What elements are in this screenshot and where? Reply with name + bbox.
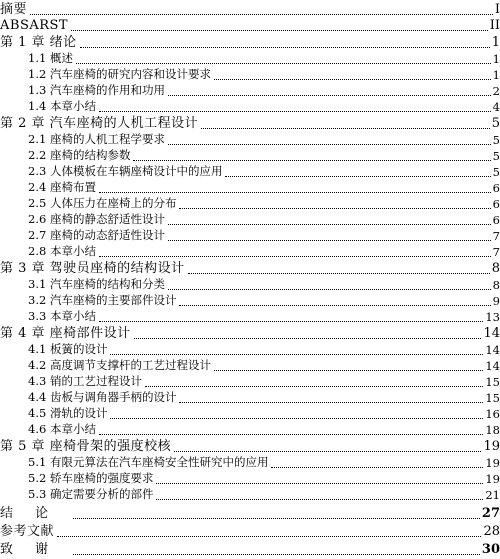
toc-entry (0, 211, 500, 227)
toc-entry-label: 5.2 轿车座椅的强度要求 (28, 471, 154, 485)
toc-entry-page: 5 (492, 165, 500, 179)
toc-entry-label: 4.4 齿板与调角器手柄的设计 (28, 390, 177, 404)
toc-entry-label: 2.5 人体压力在座椅上的分布 (28, 196, 177, 210)
toc-entry-page: 13 (485, 310, 500, 324)
toc-entry-label: 1.3 汽车座椅的作用和功用 (28, 83, 165, 97)
toc-entry-page: 18 (485, 423, 500, 437)
toc-entry-page: 28 (483, 524, 500, 539)
toc-entry-label: 2.7 座椅的动态舒适性设计 (28, 228, 165, 242)
toc-entry-label: ABSARST (0, 18, 69, 33)
toc-entry-page: 6 (492, 197, 500, 211)
toc-entry (0, 131, 500, 147)
toc-leader-dots (145, 386, 483, 387)
toc-entry (0, 324, 500, 341)
toc-entry (0, 147, 500, 163)
toc-entry (0, 82, 500, 98)
toc-leader-dots (179, 305, 490, 306)
toc-leader-dots (179, 402, 483, 403)
toc-leader-dots (271, 467, 483, 468)
toc-entry-label: 第 4 章 座椅部件设计 (0, 326, 131, 341)
toc-entry (0, 0, 500, 17)
toc-entry-label: 1.1 概述 (28, 51, 73, 65)
toc-entry-page: 1 (491, 35, 500, 50)
toc-entry-label: 5.1 有限元算法在汽车座椅安全性研究中的应用 (28, 455, 269, 469)
toc-entry-label: 2.3 人体模板在车辆座椅设计中的应用 (28, 164, 223, 178)
toc-entry-page: 16 (485, 407, 500, 421)
toc-entry-label: 2.6 座椅的静态舒适性设计 (28, 212, 165, 226)
toc-leader-dots (133, 160, 490, 161)
toc-entry-page: 5 (492, 149, 500, 163)
toc-entry (0, 114, 500, 131)
toc-entry-label: 3.2 汽车座椅的主要部件设计 (28, 293, 177, 307)
toc-entry-page: 14 (483, 326, 500, 341)
toc-entry-label: 参考文献 (0, 524, 55, 539)
toc-entry-label: 2.2 座椅的结构参数 (28, 148, 131, 162)
toc-entry-page: 5 (492, 133, 500, 147)
toc-leader-dots (73, 554, 480, 555)
toc-entry-label: 1.2 汽车座椅的研究内容和设计要求 (28, 67, 211, 81)
toc-leader-dots (30, 14, 493, 15)
toc-entry-page: 1 (492, 52, 500, 66)
toc-entry (0, 341, 500, 357)
toc-leader-dots (201, 128, 490, 129)
toc-entry-page: 15 (485, 391, 500, 405)
toc-leader-dots (57, 536, 481, 537)
toc-leader-dots (99, 192, 491, 193)
toc-entry-label: 致谢 (0, 542, 71, 557)
toc-entry-page: I (494, 2, 500, 17)
toc-entry-page: 2 (492, 84, 500, 98)
toc-entry-page: 9 (492, 294, 500, 308)
toc-entry-page: 21 (485, 488, 500, 502)
toc-entry (0, 389, 500, 405)
toc-entry-label: 4.1 板簧的设计 (28, 342, 108, 356)
toc-entry-label: 3.3 本章小结 (28, 309, 96, 323)
toc-leader-dots (179, 208, 490, 209)
toc-entry-page: 8 (491, 261, 500, 276)
toc-entry-label: 4.5 滑轨的设计 (28, 406, 108, 420)
toc-entry-page: 15 (485, 375, 500, 389)
toc-entry-page: 19 (485, 456, 500, 470)
toc-entry-label: 2.8 本章小结 (28, 244, 96, 258)
toc-entry (0, 373, 500, 389)
toc-entry (0, 486, 500, 502)
toc-leader-dots (99, 321, 483, 322)
toc-leader-dots (168, 144, 491, 145)
toc-entry-page: 19 (485, 472, 500, 486)
toc-leader-dots (80, 47, 490, 48)
toc-entry-label: 第 3 章 驾驶员座椅的结构设计 (0, 261, 185, 276)
toc-entry (0, 50, 500, 66)
toc-entry-page: 5 (491, 116, 500, 131)
toc-entry (0, 504, 500, 521)
toc-leader-dots (156, 499, 483, 500)
toc-entry (0, 33, 500, 50)
toc-leader-dots (110, 418, 483, 419)
toc-leader-dots (73, 518, 480, 519)
toc-leader-dots (168, 224, 491, 225)
toc-entry (0, 259, 500, 276)
toc-entry (0, 540, 500, 557)
toc-leader-dots (134, 338, 482, 339)
toc-entry (0, 454, 500, 470)
toc-leader-dots (214, 79, 491, 80)
toc-entry-label: 3.1 汽车座椅的结构和分类 (28, 277, 165, 291)
toc-leader-dots (174, 451, 481, 452)
toc-entry-page: II (489, 18, 500, 33)
toc-entry (0, 437, 500, 454)
toc-entry-page: 8 (492, 278, 500, 292)
toc-entry-page: 7 (492, 245, 500, 259)
toc-leader-dots (76, 63, 491, 64)
toc-entry-page: 1 (492, 68, 500, 82)
toc-leader-dots (214, 370, 483, 371)
toc-entry (0, 179, 500, 195)
toc-entry (0, 195, 500, 211)
toc-entry-page: 6 (492, 181, 500, 195)
toc-entry-page: 6 (492, 213, 500, 227)
toc-entry (0, 357, 500, 373)
toc-entry-label: 4.3 销的工艺过程设计 (28, 374, 142, 388)
toc-entry-label: 第 5 章 座椅骨架的强度校核 (0, 439, 172, 454)
toc-leader-dots (110, 354, 483, 355)
toc-entry-label: 第 2 章 汽车座椅的人机工程设计 (0, 116, 199, 131)
toc-entry-page: 4 (492, 100, 500, 114)
toc-entry (0, 276, 500, 292)
toc-entry (0, 405, 500, 421)
toc-entry-label: 第 1 章 绪论 (0, 35, 77, 50)
toc-leader-dots (168, 240, 491, 241)
toc-entry-page: 14 (485, 359, 500, 373)
toc-leader-dots (156, 483, 483, 484)
toc-entry (0, 292, 500, 308)
toc-entry (0, 66, 500, 82)
toc-entry (0, 522, 500, 539)
toc-leader-dots (168, 95, 491, 96)
toc-entry-page: 30 (481, 542, 500, 557)
toc-leader-dots (225, 176, 490, 177)
toc-entry-page: 19 (483, 439, 500, 454)
toc-leader-dots (71, 30, 488, 31)
toc-leader-dots (168, 289, 491, 290)
toc-entry-page: 14 (485, 343, 500, 357)
toc-entry-label: 1.4 本章小结 (28, 99, 96, 113)
toc-entry-label: 4.2 高度调节支撑杆的工艺过程设计 (28, 358, 211, 372)
toc-entry (0, 227, 500, 243)
toc-entry-label: 摘要 (0, 2, 28, 17)
toc-entry-page: 7 (492, 229, 500, 243)
toc-entry (0, 470, 500, 486)
toc-leader-dots (188, 273, 490, 274)
toc-entry (0, 163, 500, 179)
toc-entry-label: 5.3 确定需要分析的部件 (28, 487, 154, 501)
toc-entry-label: 2.1 座椅的人机工程学要求 (28, 132, 165, 146)
toc-entry-label: 4.6 本章小结 (28, 422, 96, 436)
toc-entry-label: 结论 (0, 506, 71, 521)
toc-entry-page: 27 (481, 506, 500, 521)
toc-entry-label: 2.4 座椅布置 (28, 180, 96, 194)
